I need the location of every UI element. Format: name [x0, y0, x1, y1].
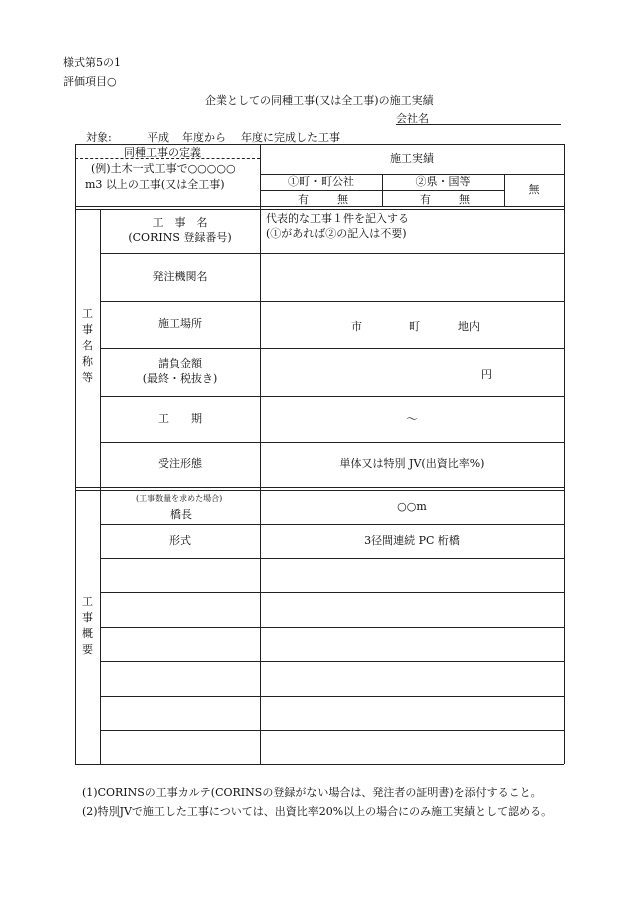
row-label-bridge-length: 橋長: [170, 508, 192, 521]
place-town: 町: [409, 320, 420, 333]
definition-line-1: (例)土木一式工事で○○○○○: [91, 162, 236, 175]
place-within: 地内: [458, 320, 480, 333]
column-prefecture: ②県・国等: [415, 174, 471, 188]
section-label-name: 工 事 名 称 等: [82, 307, 93, 384]
row-label-construction-name: 工 事 名 (CORINS 登録番号): [128, 216, 232, 244]
row-label-type: 形式: [169, 533, 191, 547]
row-label-amount: 請負金額 (最終・税抜き): [142, 357, 218, 385]
company-name-underline: [396, 124, 561, 125]
form-number: 様式第5の1: [63, 56, 121, 69]
amount-unit: 円: [481, 368, 492, 381]
row-label-place: 施工場所: [158, 317, 202, 331]
construction-name-note-2: (①があれば②の記入は不要): [266, 227, 407, 240]
place-city: 市: [351, 320, 362, 333]
row-label-period: 工 期: [158, 411, 202, 425]
period-value: ～: [405, 411, 418, 426]
note-1: (1)CORINSの工事カルテ(CORINSの登録がない場合は、発注者の証明書)を添付すること。: [82, 786, 542, 799]
column-town: ①町・町公社: [288, 174, 354, 188]
construction-name-note-1: 代表的な工事１件を記入する: [266, 212, 409, 225]
type-value: 3径間連続 PC 桁橋: [364, 533, 460, 547]
definition-line-2: m3 以上の工事(又は全工事): [85, 178, 225, 191]
target-era: 平成: [147, 131, 169, 144]
results-title: 施工実績: [390, 151, 434, 165]
target-from: 年度から: [182, 131, 226, 144]
company-name-label: 会社名: [396, 112, 429, 125]
row-label-order-form: 受注形態: [158, 457, 202, 471]
evaluation-item: 評価項目○: [63, 75, 117, 88]
page-title: 企業としての同種工事(又は全工事)の施工実績: [205, 94, 434, 107]
pref-no: 無: [459, 193, 470, 206]
town-yes: 有: [298, 193, 309, 206]
bridge-length-value: ○○m: [397, 499, 427, 513]
target-to: 年度に完成した工事: [241, 131, 340, 144]
order-form-value: 単体又は特別 JV(出資比率%): [339, 457, 485, 471]
definition-title: 同種工事の定義: [124, 146, 201, 159]
note-2: (2)特別JVで施工した工事については、出資比率20%以上の場合にのみ施工実績として認める。: [82, 805, 553, 818]
town-no: 無: [337, 193, 348, 206]
column-none: 無: [528, 182, 540, 196]
row-label-client: 発注機関名: [152, 269, 208, 283]
target-label: 対象:: [86, 131, 112, 144]
length-note: (工事数量を求めた場合): [136, 494, 223, 503]
section-label-summary: 工 事 概 要: [82, 595, 93, 656]
pref-yes: 有: [420, 193, 431, 206]
